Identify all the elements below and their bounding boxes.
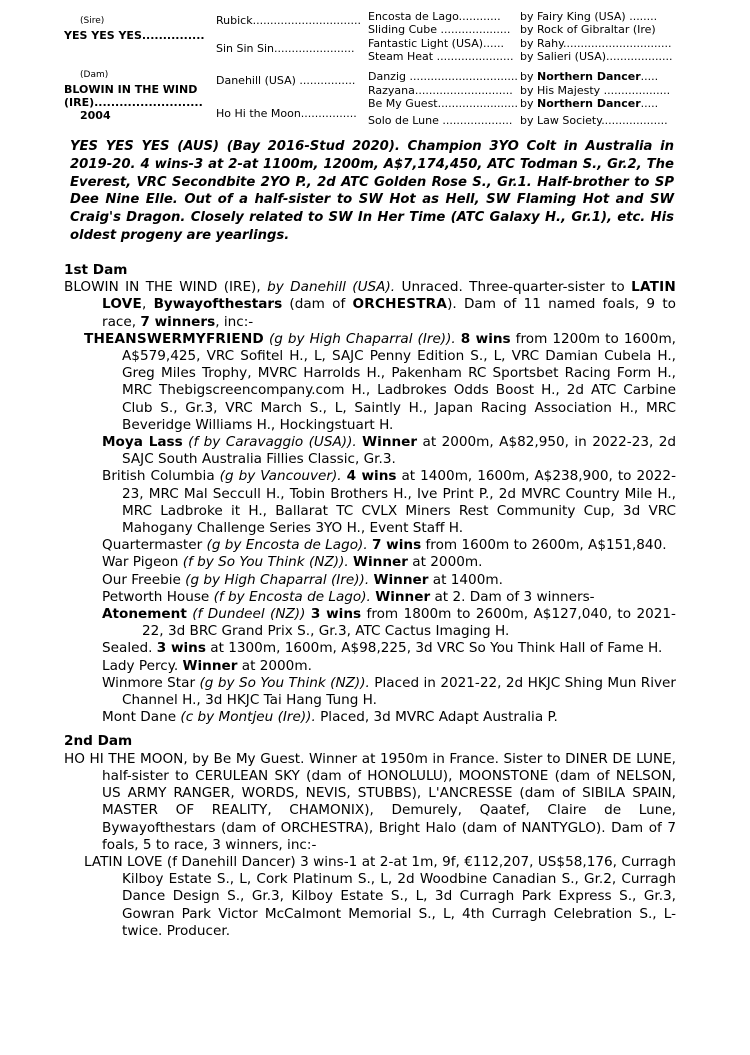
progeny-entry: Our Freebie (g by High Chaparral (Ire)). Winner at 1400m. [102,571,503,588]
dam-country: (IRE).......................... [64,96,203,109]
ggdam-4-by: by Law Society................... [520,114,668,127]
dam-label: (Dam) [80,70,109,80]
progeny-entry: Winmore Star (g by So You Think (NZ)). Placed in 2021-22, 2d HKJC Shing Mun River Channel H., 3d HKJC Tai Hang Tung H. [102,674,676,709]
ggdam-3-by: by His Majesty ................... [520,84,671,97]
progeny-entry: Mont Dane (c by Montjeu (Ire)). Placed, 3d MVRC Adapt Australia P. [102,709,558,726]
ggdam-4: Solo de Lune .................... [368,114,513,127]
progeny-entry: British Columbia (g by Vancouver). 4 wins at 1400m, 1600m, A$238,900, to 2022-23, MRC Mal Seccull H., Tobin Brothers H., Ive Print P., 2d MVRC Country Mile H., MRC Ladbroke it H., Ballarat TC CVLX Miners Rest Community Cup, 3d VRC Mahogany Challenge Series 3YO H., Event Staff H. [102,468,676,537]
sire-summary: YES YES YES (AUS) (Bay 2016-Stud 2020). Champion 3YO Colt in Australia in 2019-20. 4 wins-3 at 2-at 1100m, 1200m, A$7,174,450, ATC Todman S., Gr.2, The Everest, VRC Secondbite 2YO P., 2d ATC Golden Rose S., Gr.1. Half-brother to SP Dee Nine Elle. Out of a half-sister to SW Hot as Hell, SW Flaming Hot and SW Craig's Dragon. Closely related to SW In Her Time (ATC Galaxy H., Gr.1), etc. His oldest progeny are yearlings. [70,139,674,243]
sire-name: YES YES YES............... [64,29,205,42]
pedigree-table [60,8,680,130]
ggsire-4-by: by Northern Dancer..... [520,97,659,110]
grandsire-1: Rubick............................... [216,14,361,27]
progeny-entry: War Pigeon (f by So You Think (NZ)). Winner at 2000m. [102,554,483,571]
ggsire-3: Danzig ............................... [368,70,518,83]
ggdam-2-by: by Salieri (USA)................... [520,50,673,63]
ggdam-2: Steam Heat ...................... [368,50,514,63]
second-dam-heading: 2nd Dam [64,733,133,750]
catalogue-body [64,262,676,940]
ggdam-3: Razyana............................ [368,84,513,97]
ggsire-2: Fantastic Light (USA)...... [368,37,505,50]
granddam-2: Ho Hi the Moon................ [216,107,357,120]
first-dam-intro: BLOWIN IN THE WIND (IRE), by Danehill (USA). Unraced. Three-quarter-sister to LATIN LOVE, Bywayofthestars (dam of ORCHESTRA). Dam of 11 named foals, 9 to race, 7 winners, inc:- [64,279,676,330]
first-dam-heading: 1st Dam [64,262,128,278]
grand-progeny-entry: Sealed. 3 wins at 1300m, 1600m, A$98,225, 3d VRC So You Think Hall of Fame H. [102,640,663,657]
ggsire-4: Be My Guest....................... [368,97,519,110]
foaling-year: 2004 [80,109,111,122]
ggdam-1: Sliding Cube .................... [368,23,511,36]
progeny-entry: Moya Lass (f by Caravaggio (USA)). Winner at 2000m, A$82,950, in 2022-23, 2d SAJC South Australia Fillies Classic, Gr.3. [102,434,677,468]
progeny-entry: Quartermaster (g by Encosta de Lago). 7 wins from 1600m to 2600m, A$151,840. [102,537,667,554]
grand-progeny-entry: Atonement (f Dundeel (NZ)) 3 wins from 1800m to 2600m, A$127,040, to 2021-22, 3d BRC Grand Prix S., Gr.3, ATC Cactus Imaging H. [102,606,676,640]
grandsire-2: Danehill (USA) ................ [216,74,356,87]
progeny-entry: LATIN LOVE (f Danehill Dancer) 3 wins-1 at 2-at 1m, 9f, €112,207, US$58,176, Curragh Kilboy Estate S., L, Cork Platinum S., L, 2d Woodbine Canadian S., Gr.2, Curragh Dance Design S., Gr.3, Kilboy Estate S., L, 3d Curragh Park Express S., Gr.3, Gowran Park Victor McCalmont Memorial S., L, 4th Curragh Celebration S., L-twice. Producer. [84,853,676,939]
granddam-1: Sin Sin Sin....................... [216,42,355,55]
ggsire-1: Encosta de Lago............ [368,10,501,23]
progeny-entry: Petworth House (f by Encosta de Lago). Winner at 2. Dam of 3 winners- [102,588,595,605]
ggdam-1-by: by Rock of Gibraltar (Ire) [520,23,656,36]
ggsire-1-by: by Fairy King (USA) ........ [520,10,658,23]
dam-name: BLOWIN IN THE WIND [64,83,198,96]
ggsire-2-by: by Rahy............................... [520,37,672,50]
grand-progeny-entry: Lady Percy. Winner at 2000m. [102,657,312,674]
second-dam-intro: HO HI THE MOON, by Be My Guest. Winner at 1950m in France. Sister to DINER DE LUNE, half-sister to CERULEAN SKY (dam of HONOLULU), MOONSTONE (dam of NELSON, US ARMY RANGER, WORDS, NEVIS, STUBBS), L'ANCRESSE (dam of SIBILA SPAIN, MASTER OF REALITY, CHAMONIX), Demurely, Qaatef, Claire de Lune, Bywayofthestars (dam of ORCHESTRA), Bright Halo (dam of NANTYGLO). Dam of 7 foals, 5 to race, 3 winners, inc:- [64,750,676,853]
sire-label: (Sire) [80,16,105,26]
progeny-entry: THEANSWERMYFRIEND (g by High Chaparral (Ire)). 8 wins from 1200m to 1600m, A$579,425, VRC Sofitel H., L, SAJC Penny Edition S., L, VRC Damian Cubela H., Greg Miles Trophy, MVRC Harrolds H., Pakenham RC Sportsbet Racing Form H., MRC Thebigscreencompany.com H., Ladbrokes Odds Boost H., 2d ATC Carbine Club S., Gr.3, VRC March S., L, Saintly H., Japan Racing Association H., MRC Beveridge Williams H., Hockingstuart H. [84,330,677,433]
ggsire-3-by: by Northern Dancer..... [520,70,659,83]
